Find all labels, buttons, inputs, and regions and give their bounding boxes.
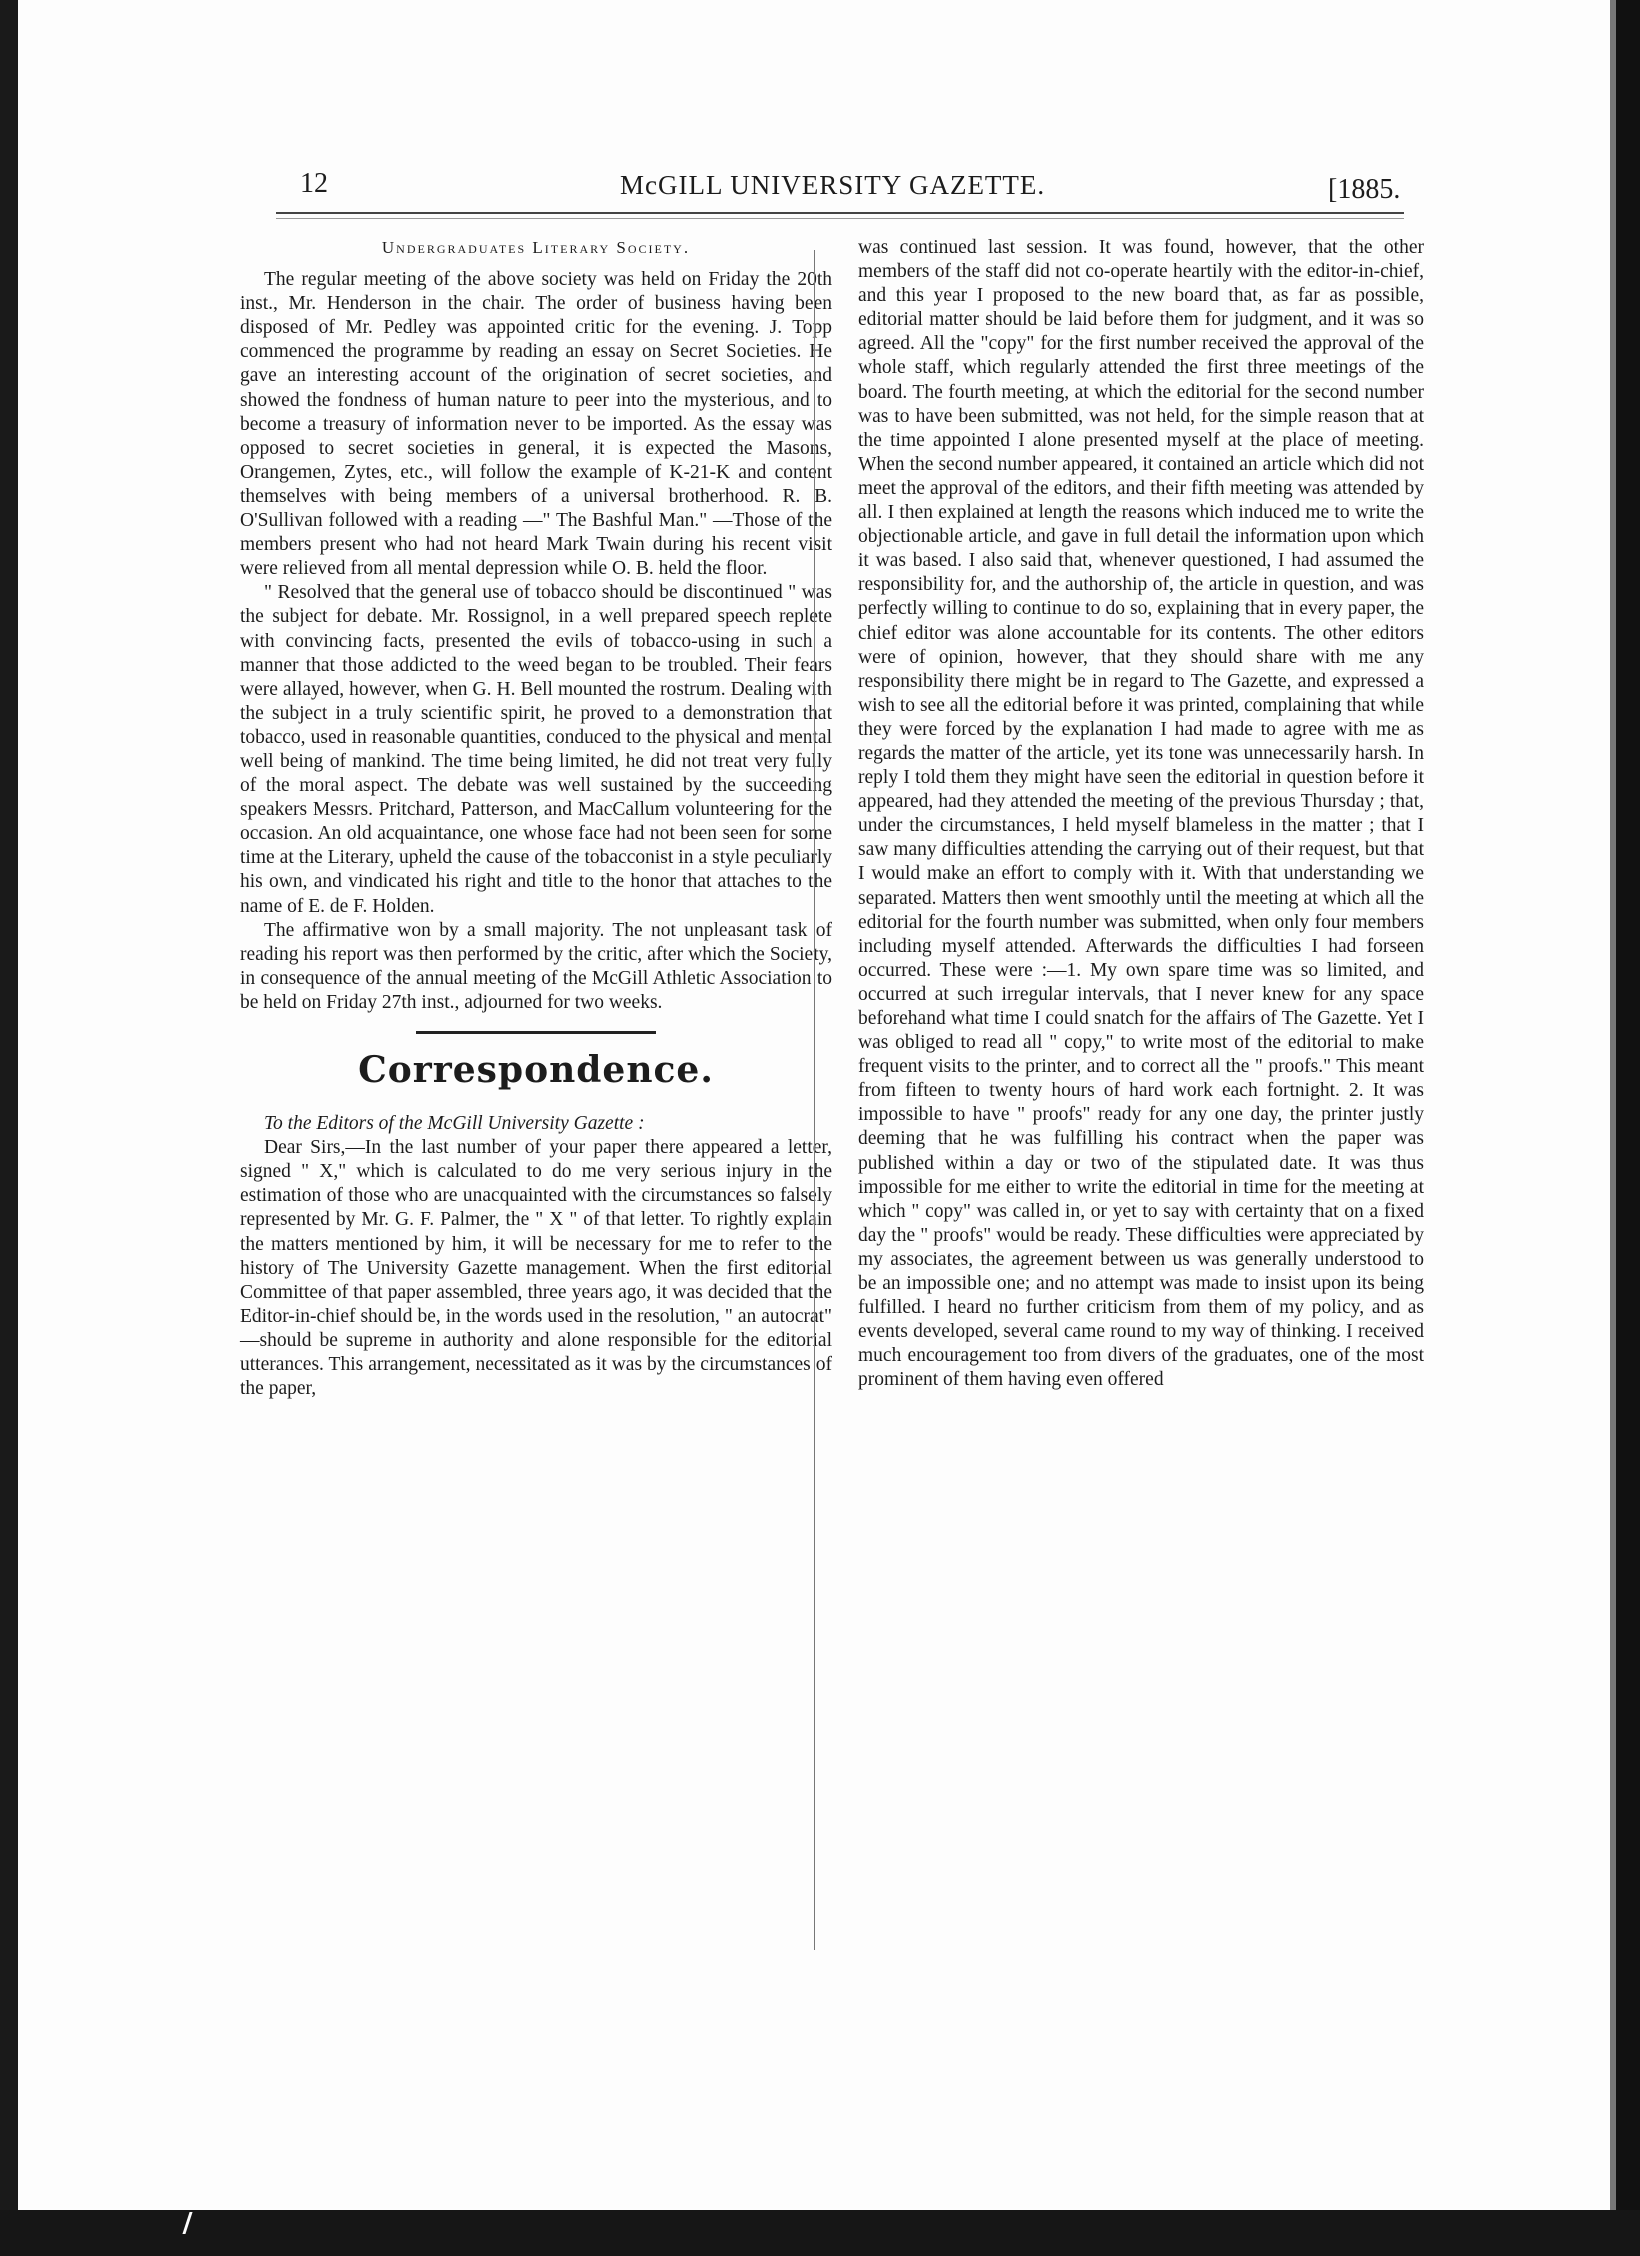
page-number: 12 <box>300 168 328 199</box>
society-paragraph-2: " Resolved that the general use of tobacco should be discontinued " was the subject for debate. Mr. Rossignol, in a well prepared speech replete with convincing facts, presented the evils of tobacco-using in such a manner that those addicted to the weed began to be troubled. Their fears were allayed, however, when G. H. Bell mounted the rostrum. Dealing with the subject in a truly scientific spirit, he proved to a demonstration that tobacco, used in reasonable quantities, conduced to the physical and mental well being of mankind. The time being limited, he did not treat very fully of the moral aspect. The debate was well sustained by the succeeding speakers Messrs. Pritchard, Patterson, and MacCallum volunteering for the occasion. An old acquaintance, one whose face had not been seen for some time at the Literary, upheld the cause of the tobacconist in a style peculiarly his own, and vindicated his right and title to the honor that attaches to the name of E. de F. Holden. <box>240 582 832 917</box>
header-rule <box>276 212 1404 214</box>
correspondence-heading: Correspondence. <box>358 1049 714 1091</box>
section-heading-literary-society: Undergraduates Literary Society. <box>381 238 691 257</box>
letter-salutation: To the Editors of the McGill University Gazette : <box>264 1113 645 1135</box>
letter-continuation: was continued last session. It was found, however, that the other members of the staff did not co-operate heartily with the editor-in-chief, and this year I proposed to the new board that, as far as possible, editorial matter should be laid before them for judgment, and it was so agreed. All the "copy" for the first number received the approval of the whole staff, which regularly attended the first three meetings of the board. The fourth meeting, at which the editorial for the second number was to have been submitted, was not held, for the simple reason that at the time appointed I alone presented myself at the place of meeting. When the second number appeared, it contained an article which did not meet the approval of the editors, and their fifth meeting was attended by all. I then explained at length the reasons which induced me to write the objectionable article, and gave in full detail the information upon which it was based. I also said that, whenever questioned, I had assumed the responsibility for, and the authorship of, the article in question, and was perfectly willing to continue to do so, explaining that in every paper, the chief editor was alone accountable for its contents. The other editors were of opinion, however, that they should share with me any responsibility there might be in regard to The Gazette, and expressed a wish to see all the editorial before it was printed, complaining that while they were forced by the explanation I had made to agree with me as regards the matter of the article, yet its tone was unnecessarily harsh. In reply I told them they might have seen the editorial in question before it appeared, had they attended the meeting of the previous Thursday ; that, under the circumstances, I held myself blameless in the matter ; that I saw many difficulties attending the carrying out of their request, but that I would make an effort to comply with it. With that understanding we separated. Matters then went smoothly until the meeting at which all the editorial for the fourth number was submitted, when only four members including myself attended. Afterwards the difficulties I had forseen occurred. These were :—1. My own spare time was so limited, and occurred at such irregular intervals, that I never knew for any space beforehand what time I could snatch for the affairs of The Gazette. Yet I was obliged to read all " copy," to write most of the editorial to make frequent visits to the printer, and to correct all the " proofs." This meant from fifteen to twenty hours of hard work each fortnight. 2. It was impossible to have " proofs" ready for any one day, the printer justly deeming that he was fulfilling his contract when the paper was published within a day or two of the stipulated date. It was thus impossible for me either to write the editorial in time for the meeting at which " copy" was called in, or yet to say with certainty that on a fixed day the " proofs" would be ready. These difficulties were appreciated by my associates, the agreement between us was generally understood to be an impossible one; and no attempt was made to insist upon its being fulfilled. I heard no further criticism from them of my policy, and as events developed, several came round to my way of thinking. I received much encouragement too from divers of the graduates, one of the most prominent of them having even offered <box>858 237 1424 1391</box>
scan-edge-bottom <box>0 2210 1640 2256</box>
society-paragraph-3: The affirmative won by a small majority. The not unpleasant task of reading his report was then performed by the critic, after which the Society, in consequence of the annual meeting of the McGill Athletic Association to be held on Friday 27th inst., adjourned for two weeks. <box>240 919 832 1013</box>
left-column <box>240 236 832 1401</box>
journal-title: McGILL UNIVERSITY GAZETTE. <box>620 170 1046 200</box>
scan-edge-right <box>1616 0 1640 2256</box>
section-divider <box>416 1031 656 1034</box>
letter-paragraph-1: Dear Sirs,—In the last number of your paper there appeared a letter, signed " X," which is calculated to do me very serious injury in the estimation of those who are unacquainted with the circumstances so falsely represented by Mr. G. F. Palmer, the " X " of that letter. To rightly explain the matters mentioned by him, it will be necessary for me to refer to the history of The University Gazette management. When the first editorial Committee of that paper assembled, three years ago, it was decided that the Editor-in-chief should be, in the words used in the resolution, " an autocrat" —should be supreme in authority and alone responsible for the editorial utterances. This arrangement, necessitated as it was by the circumstances of the paper, <box>240 1137 832 1400</box>
issue-year: [1885. <box>1328 174 1401 205</box>
header-rule-secondary <box>276 218 1404 219</box>
right-column <box>858 236 1424 1393</box>
society-paragraph-1: The regular meeting of the above society was held on Friday the 20th inst., Mr. Henderson in the chair. The order of business having been disposed of Mr. Pedley was appointed critic for the evening. J. Topp commenced the programme by reading an essay on Secret Societies. He gave an interesting account of the origination of secret societies, and showed the fondness of human nature to peer into the mysterious, and to become a treasury of information never to be imported. As the essay was opposed to secret societies in general, it is expected the Masons, Orangemen, Zytes, etc., will follow the example of K-21-K and content themselves with being members of a universal brotherhood. R. B. O'Sullivan followed with a reading —" The Bashful Man." —Those of the members present who had not heard Mark Twain during his recent visit were relieved from all mental depression while O. B. held the floor. <box>240 269 832 580</box>
scan-edge-left <box>0 0 18 2256</box>
column-divider <box>814 250 815 1950</box>
running-head <box>240 160 1420 210</box>
gazette-page <box>240 160 1424 1960</box>
